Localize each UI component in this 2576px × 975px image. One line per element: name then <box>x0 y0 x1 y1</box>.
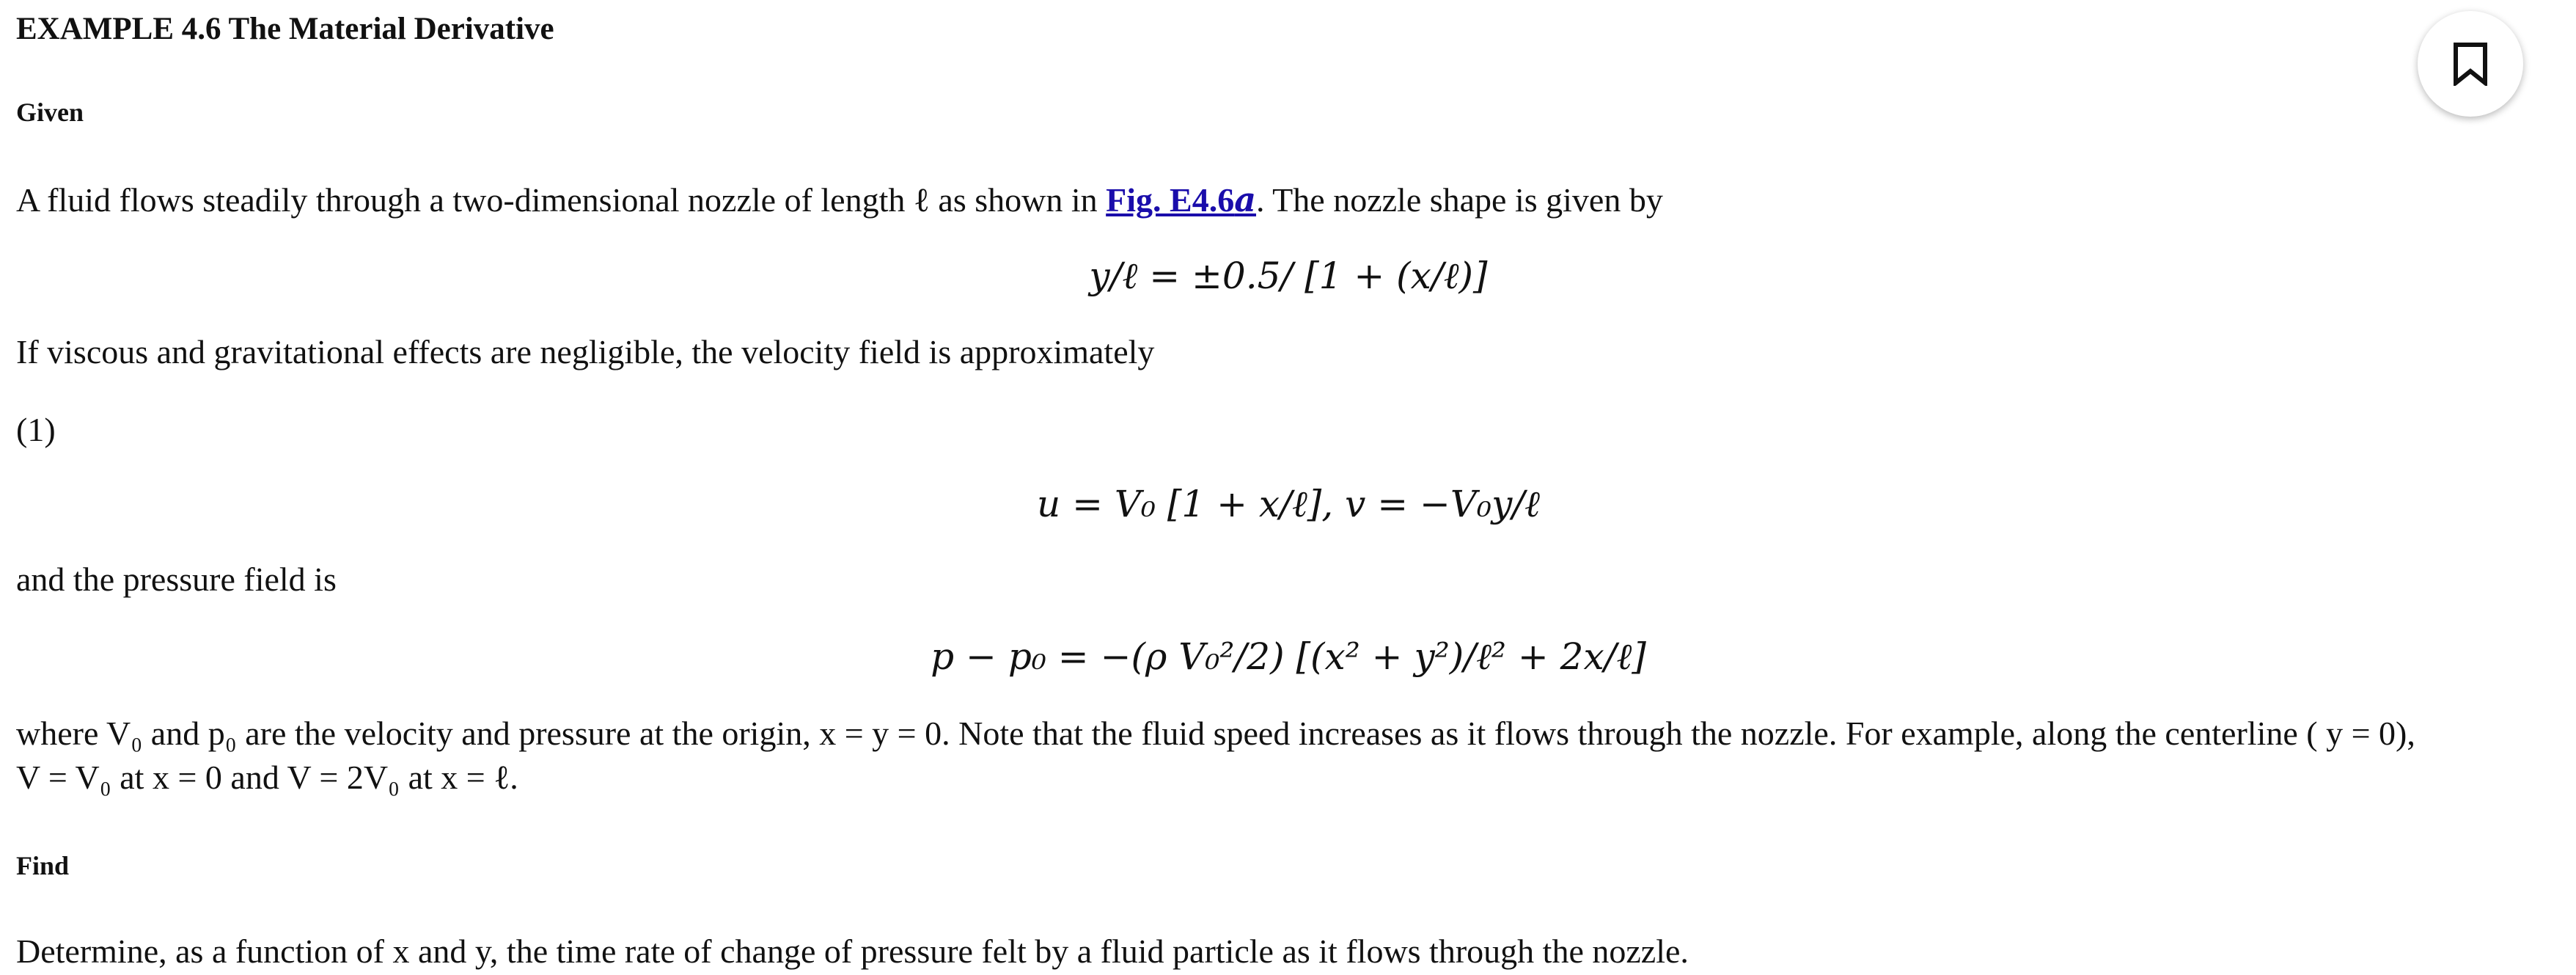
equation-number: (1) <box>16 411 56 448</box>
bookmark-button[interactable] <box>2418 11 2523 117</box>
find-question: Determine, as a function of x and y, the time rate of change of pressure felt by a fluid particle as it flows through the nozzle. <box>16 932 1689 970</box>
figure-link-suffix: a <box>1234 180 1257 219</box>
example-page <box>16 0 2539 969</box>
given-intro-prefix: A fluid flows steadily through a two-dimensional nozzle of length ℓ as shown in <box>16 181 1107 219</box>
figure-link-label: Fig. E4.6 <box>1106 181 1235 219</box>
velocity-equation: u = V₀ [1 + x/ℓ], v = −V₀y/ℓ <box>1037 483 1540 525</box>
velocity-intro: If viscous and gravitational effects are negligible, the velocity field is approximately <box>16 333 1155 370</box>
find-heading: Find <box>16 851 70 880</box>
nozzle-equation: y/ℓ = ±0.5/ [1 + (x/ℓ)] <box>1089 255 1488 297</box>
bookmark-icon <box>2451 42 2489 86</box>
explanation-line-1: where V₀ and p₀ are the velocity and pressure at the origin, x = y = 0. Note that the fluid speed increases as it flows through the nozzle. For example, along the centerline ( y = 0), <box>16 715 2415 752</box>
explanation-line-2: V = V₀ at x = 0 and V = 2V₀ at x = ℓ. <box>16 759 518 796</box>
pressure-equation: p − p₀ = −(ρ V₀²/2) [(x² + y²)/ℓ² + 2x/ℓ] <box>931 635 1646 678</box>
given-intro <box>16 176 1663 224</box>
given-heading: Given <box>16 98 84 127</box>
pressure-intro: and the pressure field is <box>16 560 337 598</box>
figure-link[interactable] <box>1106 181 1256 219</box>
page-title: EXAMPLE 4.6 The Material Derivative <box>16 12 554 46</box>
given-intro-suffix: . The nozzle shape is given by <box>1256 181 1663 219</box>
